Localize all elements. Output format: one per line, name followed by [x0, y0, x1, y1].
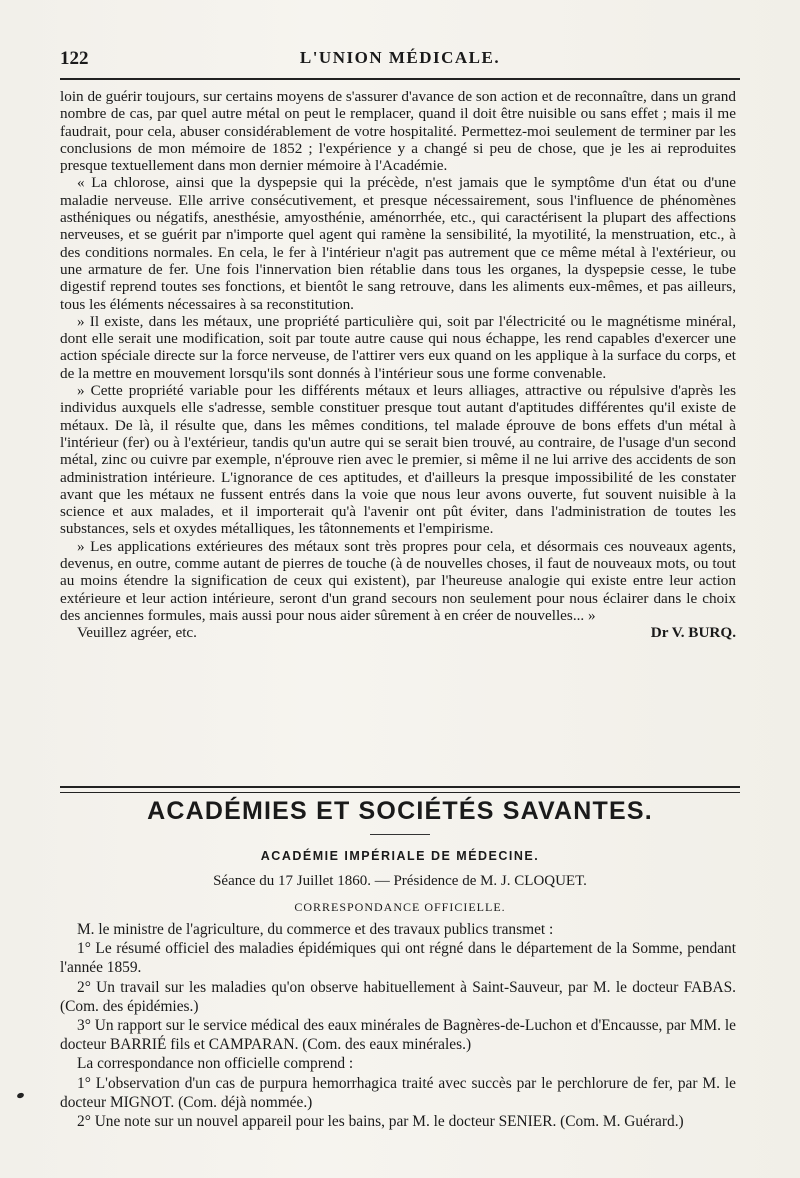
section-paragraph: 1° Le résumé officiel des maladies épidémiques qui ont régné dans le département de la Somme, pendant l'année 1859.	[60, 940, 736, 977]
section-paragraph: La correspondance non officielle comprend :	[77, 1055, 354, 1073]
section-divider	[370, 834, 430, 835]
section-title: ACADÉMIES ET SOCIÉTÉS SAVANTES.	[147, 797, 653, 825]
journal-title: L'UNION MÉDICALE.	[299, 48, 501, 67]
section-paragraph: 1° L'observation d'un cas de purpura hemorrhagica traité avec succès par le perchlorure de fer, par M. le docteur MIGNOT. (Com. déjà nommée.)	[60, 1074, 736, 1111]
letter-body	[60, 88, 736, 642]
letter-paragraph: loin de guérir toujours, sur certains moyens de s'assurer d'avance de son action et de reconnaître, dans un grand nombre de cas, par quel autre métal on peut le remplacer, quand il doit être nuisible ou sans effet ; mais il me faudrait, pour cela, abuser considérablement de votre hospitalité. Permettez-moi seulement de terminer par les conclusions de mon mémoire de 1852 ; l'expérience y a changé si peu de chose, que je les ai reproduites presque textuellement dans mon dernier mémoire à l'Académie.	[60, 88, 736, 175]
correspondance-heading: CORRESPONDANCE OFFICIELLE.	[294, 900, 506, 914]
header-rule	[60, 78, 740, 80]
section-paragraph: 2° Une note sur un nouvel appareil pour les bains, par M. le docteur SENIER. (Com. M. Guérard.)	[77, 1113, 684, 1131]
ink-spot	[16, 1092, 24, 1099]
seance-line: Séance du 17 Juillet 1860. — Présidence de M. J. CLOQUET.	[213, 873, 587, 889]
letter-paragraph: « La chlorose, ainsi que la dyspepsie qui la précède, n'est jamais que le symptôme d'un état ou d'une maladie nerveuse. Elle arrive consécutivement, et presque nécessairement, sous l'influence de phénomènes asthéniques ou négatifs, anesthésie, amyosthénie, aménorrhée, etc., qui caractérisent la plupart des affections nerveuses, et se guérit par n'importe quel agent qui ramène la sensibilité, la myotilité, la menstruation, etc., à des conditions normales. En cela, le fer à l'intérieur n'agit pas autrement que ce même métal à l'extérieur, ou une armature de fer. Une fois l'innervation bien rétablie dans tous les organes, la dyspepsie cesse, le tube digestif reprend toutes ses fonctions, et bientôt le sang retrouve, dans les aliments eux-mêmes, et pas ailleurs, tous les éléments nécessaires à sa reconstitution.	[60, 174, 736, 313]
page-number: 122	[60, 48, 89, 69]
section-paragraph: 2° Un travail sur les maladies qu'on observe habituellement à Saint-Sauveur, par M. le docteur FABAS. (Com. des épidémies.)	[60, 978, 736, 1015]
section-rule	[60, 786, 740, 793]
section-body	[60, 920, 736, 1131]
letter-paragraph: » Il existe, dans les métaux, une propriété particulière qui, soit par l'électricité ou le magnétisme minéral, dont elle serait une modification, soit par toute autre cause qui nous échappe, les rend capables d'exercer une action spéciale directe sur la force nerveuse, de l'attirer vers eux quand on les applique à la surface du corps, et de la mettre en mouvement lorsqu'ils sont donnés à l'intérieur sous une forme convenable.	[60, 312, 736, 382]
letter-paragraph: » Cette propriété variable pour les différents métaux et leurs alliages, attractive ou répulsive d'après les individus auxquels elle s'adresse, semble constituer presque tout autant d'aptitudes différentes qu'il existe de métaux. De là, il résulte que, dans les mêmes conditions, tel malade éprouve de bons effets d'un métal à l'intérieur (fer) ou à l'extérieur, tandis qu'un autre qui se serait bien trouvé, au contraire, de l'usage d'un second métal, zinc ou cuivre par exemple, n'éprouve rien avec le premier, si même il ne lui arrive des accidents de son administration intérieure. L'ignorance de ces aptitudes, et d'ailleurs la presque impossibilité de les constater avant que les métaux ne fussent entrés dans la voie que nous leur avons ouverte, fut souvent nuisible à la science et aux malades, et il importerait qu'à l'avenir ont pût éviter, dans l'administration de toutes les substances, sels et oxydes métalliques, les tâtonnements et l'empirisme.	[60, 382, 736, 538]
closing-line	[60, 624, 736, 641]
section-paragraph: M. le ministre de l'agriculture, du commerce et des travaux publics transmet :	[77, 921, 554, 938]
page-header	[60, 46, 740, 72]
section-paragraph: 3° Un rapport sur le service médical des eaux minérales de Bagnères-de-Luchon et d'Encausse, par MM. le docteur BARRIÉ fils et CAMPARAN. (Com. des eaux minérales.)	[60, 1017, 736, 1054]
signature: Dr V. BURQ.	[650, 624, 736, 642]
academy-heading: ACADÉMIE IMPÉRIALE DE MÉDECINE.	[260, 849, 540, 863]
closing-text: Veuillez agréer, etc.	[77, 624, 197, 642]
letter-paragraph: » Les applications extérieures des métaux sont très propres pour cela, et désormais ces nouveaux agents, devenus, en outre, comme autant de pierres de touche (à de nouvelles choses, il faut de nouveaux mots, ou tout au moins étendre la signification de ceux qui existent), par l'heureuse analogie qui existe entre leur action extérieure et leur action intérieure, seront d'un grand secours non seulement pour nous éclairer dans le choix des anciennes formules, mais aussi pour nous aider sûrement à en créer de nouvelles... »	[60, 537, 736, 624]
